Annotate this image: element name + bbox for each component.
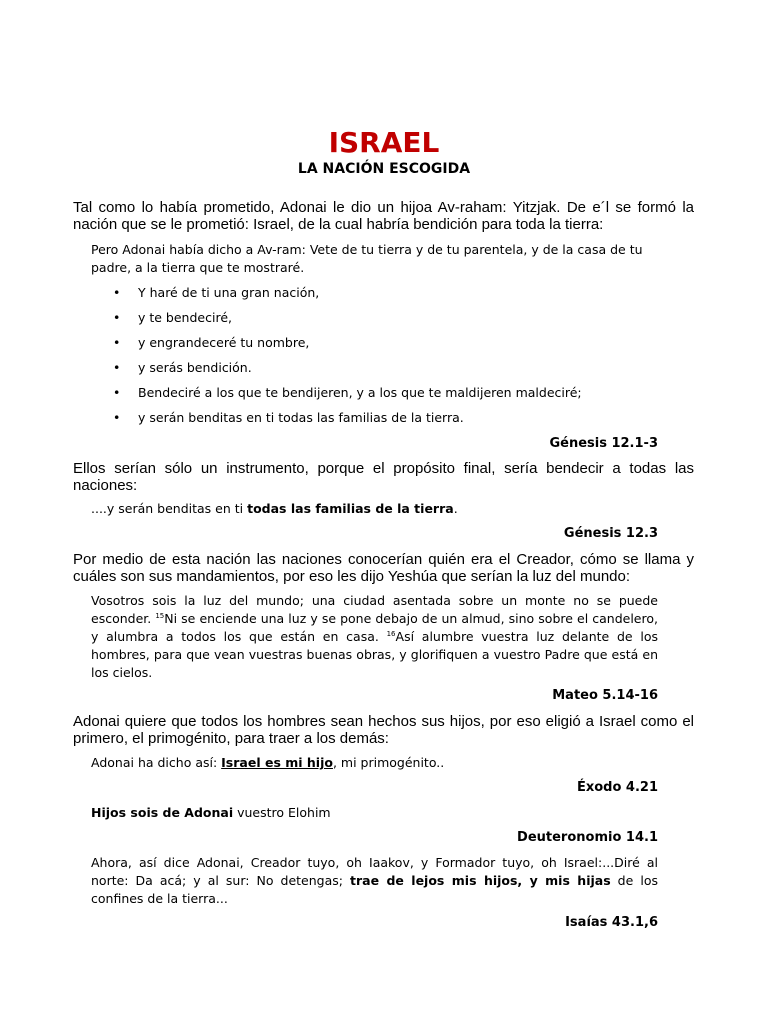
bullet-icon: • <box>113 310 121 325</box>
quote-emphasis: todas las familias de la tierra <box>247 501 454 516</box>
list-item-text: y serán benditas en ti todas las familias de la tierra. <box>138 410 464 425</box>
quote-emphasis: trae de lejos mis hijos, y mis hijas <box>350 873 611 888</box>
reference-exodo-4-21: Éxodo 4.21 <box>576 780 658 795</box>
list-item <box>110 359 670 384</box>
reference-deuteronomio-14-1: Deuteronomio 14.1 <box>517 830 658 845</box>
bullet-icon: • <box>113 285 121 300</box>
bullet-icon: • <box>113 360 121 375</box>
list-item-text: Y haré de ti una gran nación, <box>138 285 320 300</box>
instrument-paragraph: Ellos serían sólo un instrumento, porque el propósito final, sería bendecir a todas las naciones: <box>73 460 694 494</box>
light-paragraph: Por medio de esta nación las naciones conocerían quién era el Creador, cómo se llama y cuáles son sus mandamientos, por eso les dijo Yeshúa que serían la luz del mundo: <box>73 551 694 585</box>
blessing-list <box>110 284 670 434</box>
list-item <box>110 284 670 309</box>
quote-text: de los confines de la tierra... <box>91 873 658 906</box>
quote-text: Así alumbre vuestra luz delante de los hombres, para que vean vuestras buenas obras, y glorifiquen a vuestro Padre que está en los cielos. <box>91 629 658 680</box>
list-item <box>110 334 670 359</box>
bullet-icon: • <box>113 410 121 425</box>
list-item-text: y engrandeceré tu nombre, <box>138 335 310 350</box>
list-item <box>110 384 670 409</box>
bullet-icon: • <box>113 335 121 350</box>
list-item-text: y serás bendición. <box>138 360 252 375</box>
quote-text: Ni se enciende una luz y se pone debajo de un almud, sino sobre el candelero, y alumbra a todos los que están en casa. <box>91 611 658 644</box>
reference-mateo-5-14-16: Mateo 5.14-16 <box>552 688 658 703</box>
list-item <box>110 409 670 434</box>
verse-number: 16 <box>386 629 396 638</box>
sons-quote-2 <box>91 804 658 822</box>
bullet-icon: • <box>113 385 121 400</box>
quote-text: , mi primogénito.. <box>332 755 445 770</box>
quote-text: . <box>453 501 458 516</box>
reference-genesis-12-3: Génesis 12.3 <box>563 526 658 541</box>
intro-paragraph: Tal como lo había prometido, Adonai le dio un hijoa Av-raham: Yitzjak. De e´l se formó la nación que se le prometió: Israel, de la cual habría bendición para toda la tierra: <box>73 199 694 233</box>
page-title: ISRAEL <box>328 126 440 159</box>
list-item-text: y te bendeciré, <box>138 310 232 325</box>
quote-emphasis: Israel es mi hijo <box>221 755 333 770</box>
verse-number: 15 <box>155 611 165 620</box>
light-quote <box>91 592 658 682</box>
sons-quote <box>91 754 658 772</box>
intro-quote: Pero Adonai había dicho a Av-ram: Vete de tu tierra y de tu parentela, y de la casa de tu padre, a la tierra que te mostraré. <box>91 242 643 275</box>
sons-paragraph: Adonai quiere que todos los hombres sean hechos sus hijos, por eso eligió a Israel como el primero, el primogénito, para traer a los demás: <box>73 713 694 747</box>
sons-quote-3 <box>91 854 658 908</box>
reference-genesis-12-1-3: Génesis 12.1-3 <box>549 436 658 451</box>
reference-isaias-43-1-6: Isaías 43.1,6 <box>565 915 658 930</box>
quote-text: Ahora, así dice Adonai, Creador tuyo, oh Iaakov, y Formador tuyo, oh Israel:...Diré al norte: Da acá; y al sur: No detengas; <box>91 855 658 888</box>
list-item <box>110 309 670 334</box>
quote-emphasis: Hijos sois de Adonai <box>91 805 234 820</box>
quote-text: Adonai ha dicho así: <box>91 755 222 770</box>
list-item-text: Bendeciré a los que te bendijeren, y a los que te maldijeren maldeciré; <box>138 385 582 400</box>
quote-text: vuestro Elohim <box>233 805 331 820</box>
quote-text: ....y serán benditas en ti <box>91 501 248 516</box>
instrument-quote <box>91 500 658 518</box>
quote-text: Vosotros sois la luz del mundo; una ciudad asentada sobre un monte no se puede esconder. <box>91 593 658 626</box>
page-subtitle: LA NACIÓN ESCOGIDA <box>297 161 471 177</box>
